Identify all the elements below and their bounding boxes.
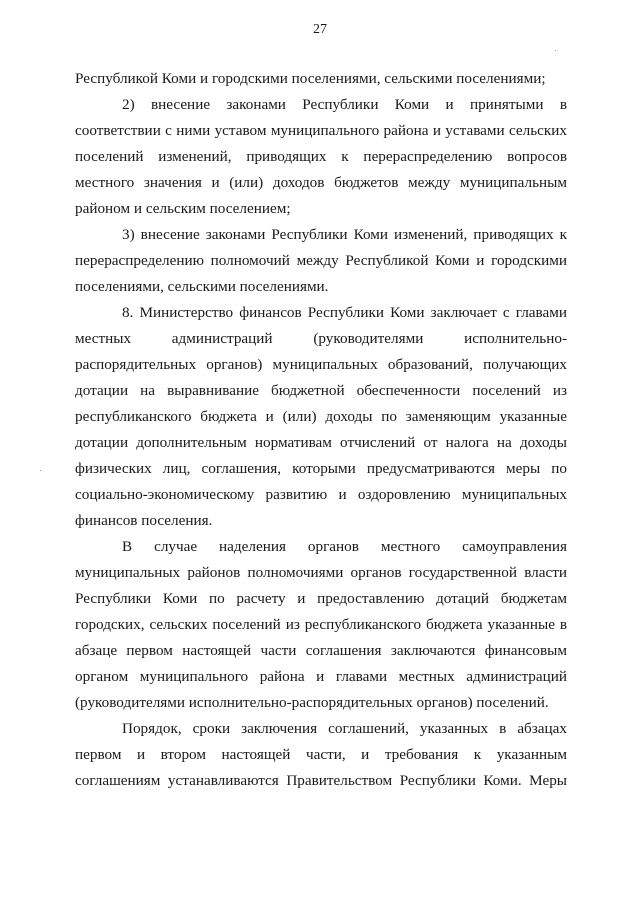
paragraph-1-line-1: Республикой Коми и городскими поселениями, сельскими поселениями; (75, 70, 546, 87)
paragraph-4-line-5: республиканского бюджета и (или) доходы по заменяющим указанные (75, 408, 567, 425)
paragraph-2-line-5: районом и сельским поселением; (75, 200, 291, 217)
paragraph-6-line-2: первом и втором настоящей части, и требования к указанным (75, 746, 567, 763)
paragraph-6-line-3: соглашениям устанавливаются Правительством Республики Коми. Меры (75, 772, 567, 789)
document-body (75, 66, 567, 794)
paragraph-4-line-1: 8. Министерство финансов Республики Коми заключает с главами (122, 304, 567, 321)
paragraph-2-line-1: 2) внесение законами Республики Коми и принятыми в (122, 96, 567, 113)
paragraph-5-line-3: Республики Коми по расчету и предоставлению дотаций бюджетам (75, 590, 567, 607)
paragraph-4-line-4: дотации на выравнивание бюджетной обеспеченности поселений из (75, 382, 567, 399)
paragraph-5-line-2: муниципальных районов полномочиями органов государственной власти (75, 564, 567, 581)
paragraph-5-line-6: органом муниципального района и главами местных администраций (75, 668, 567, 685)
paragraph-4-line-3: распорядительных органов) муниципальных образований, получающих (75, 356, 567, 373)
paragraph-2-line-3: поселений изменений, приводящих к перераспределению вопросов (75, 148, 567, 165)
paragraph-5-line-7: (руководителями исполнительно-распорядительных органов) поселений. (75, 694, 549, 711)
paragraph-2-line-4: местного значения и (или) доходов бюджетов между муниципальным (75, 174, 567, 191)
paragraph-4-line-7: физических лиц, соглашения, которыми предусматриваются меры по (75, 460, 567, 477)
paragraph-6-line-1: Порядок, сроки заключения соглашений, указанных в абзацах (122, 720, 567, 737)
paragraph-5-line-1: В случае наделения органов местного самоуправления (122, 538, 567, 555)
paragraph-4-line-6: дотации дополнительным нормативам отчислений от налога на доходы (75, 434, 567, 451)
scan-speck (40, 470, 41, 471)
page-number: 27 (313, 22, 327, 37)
scan-speck (555, 50, 556, 51)
paragraph-2-line-2: соответствии с ними уставом муниципального района и уставами сельских (75, 122, 567, 139)
paragraph-5-line-5: абзаце первом настоящей части соглашения заключаются финансовым (75, 642, 567, 659)
paragraph-4-line-8: социально-экономическому развитию и оздоровлению муниципальных (75, 486, 567, 503)
paragraph-3-line-3: поселениями, сельскими поселениями. (75, 278, 329, 295)
paragraph-3-line-1: 3) внесение законами Республики Коми изменений, приводящих к (122, 226, 567, 243)
paragraph-4-line-9: финансов поселения. (75, 512, 213, 529)
paragraph-3-line-2: перераспределению полномочий между Республикой Коми и городскими (75, 252, 567, 269)
paragraph-4-line-2: местных администраций (руководителями исполнительно- (75, 330, 567, 347)
paragraph-5-line-4: городских, сельских поселений из республиканского бюджета указанные в (75, 616, 567, 633)
